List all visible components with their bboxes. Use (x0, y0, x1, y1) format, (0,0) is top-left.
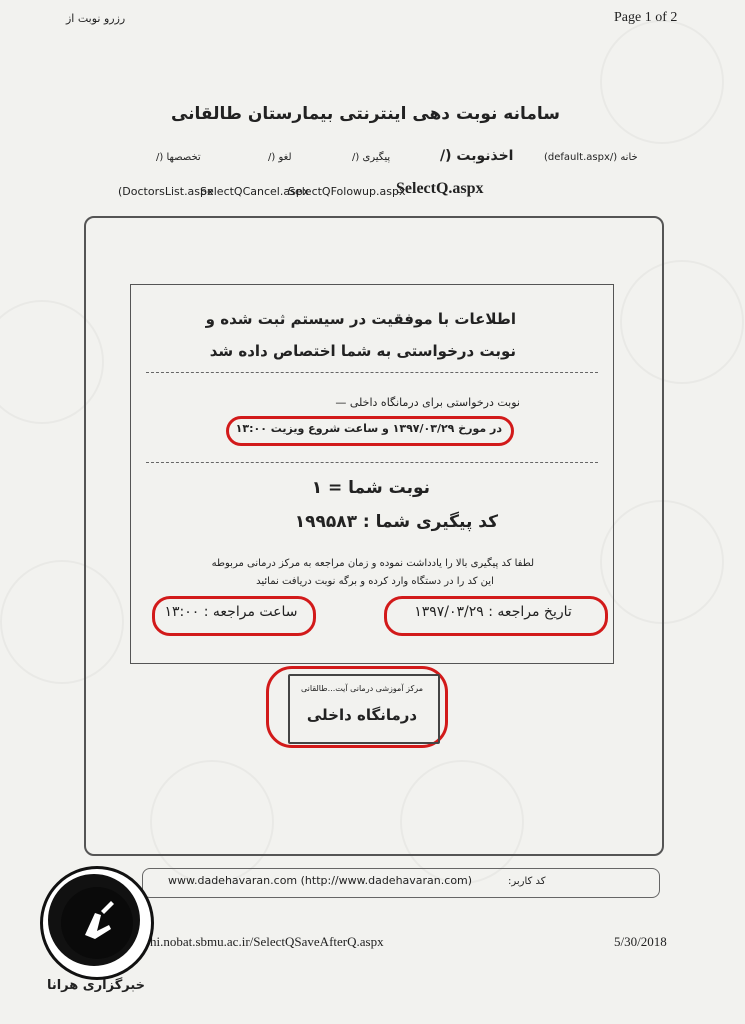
divider (146, 372, 598, 373)
page-number: Page 1 of 2 (614, 10, 678, 25)
print-source-label: رزرو نوبت از (66, 12, 126, 25)
link-cancel[interactable]: SelectQCancel.aspx (200, 185, 310, 198)
logo-center-icon (61, 887, 133, 959)
nav-item-specialties[interactable]: تخصصها (/ (156, 152, 201, 163)
nav-item-follow-up[interactable]: پیگیری (/ (352, 152, 391, 163)
hand-pen-icon (61, 887, 133, 959)
success-message-line1: اطلاعات با موفقیت در سیستم ثبت شده و (205, 310, 516, 328)
page-title: سامانه نوبت دهی اینترنتی بیمارستان طالقانی (170, 104, 560, 124)
stamp-top-text: مرکز آموزشی درمانی آیت...طالقانی (300, 684, 424, 693)
tracking-code: کد پیگیری شما : ۱۹۹۵۸۳ (294, 512, 498, 532)
print-url: hi.nobat.sbmu.ac.ir/SelectQSaveAfterQ.aspx (150, 934, 384, 949)
instruction-line1: لطفا کد پیگیری بالا را یادداشت نموده و زمان مراجعه به مرکز درمانی مربوطه (211, 558, 534, 569)
link-doctors-list[interactable]: (DoctorsList.aspx (118, 185, 214, 198)
visit-date: تاریخ مراجعه : ۱۳۹۷/۰۳/۲۹ (414, 604, 572, 620)
website-link[interactable]: www.dadehavaran.com (http://www.dadehavaran.com) (168, 874, 473, 887)
stamp-main-text: درمانگاه داخلی (306, 706, 418, 724)
success-message-line2: نوبت درخواستی به شما اختصاص داده شد (209, 342, 516, 360)
user-code-label: کد کاربر: (508, 876, 546, 887)
nav-item-home[interactable]: خانه (/default.aspx) (544, 152, 638, 163)
link-followup[interactable]: SelectQFolowup.aspx (288, 185, 406, 198)
hrana-logo (40, 866, 154, 980)
queue-number: نوبت شما = ۱ (311, 478, 430, 498)
instruction-line2: این کد را در دستگاه وارد کرده و برگه نوبت دریافت نمائید (256, 576, 494, 587)
logo-caption: خبرگزاری هرانا (46, 978, 146, 993)
link-selectq[interactable]: SelectQ.aspx (396, 180, 484, 197)
appointment-date-time: در مورخ ۱۳۹۷/۰۳/۲۹ و ساعت شروع ویزیت ۱۳:۰۰ (235, 422, 502, 435)
print-date: 5/30/2018 (614, 934, 667, 949)
nav-item-cancel[interactable]: لغو (/ (268, 152, 292, 163)
divider (146, 462, 598, 463)
clinic-line: نوبت درخواستی برای درمانگاه داخلی — (335, 396, 520, 409)
visit-time: ساعت مراجعه : ۱۳:۰۰ (164, 604, 298, 620)
nav-item-get-appointment[interactable]: اخذنوبت (/ (440, 148, 514, 164)
